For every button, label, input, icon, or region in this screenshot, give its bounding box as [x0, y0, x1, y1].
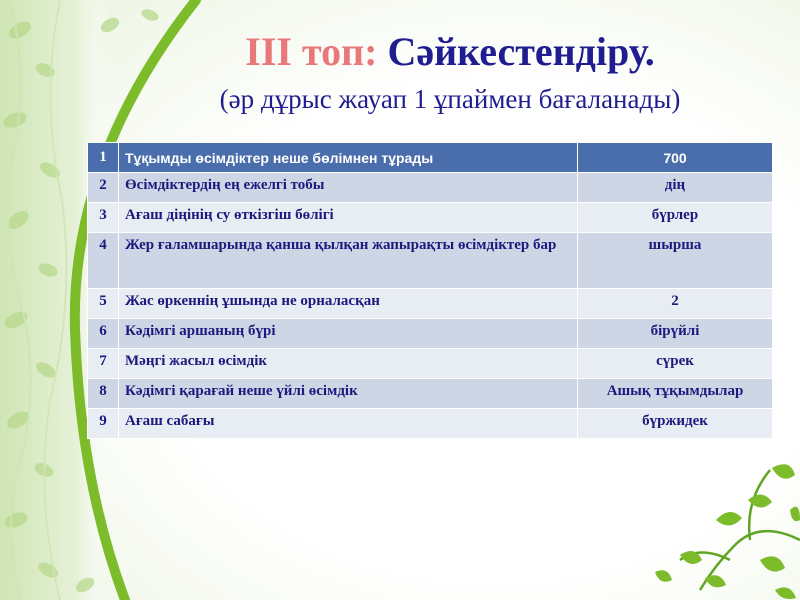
answer-cell: шырша	[578, 233, 773, 289]
question-cell: Ағаш сабағы	[119, 409, 578, 439]
table-row	[88, 173, 773, 203]
title-main: Сәйкестендіру.	[387, 29, 655, 74]
answer-cell: сүрек	[578, 349, 773, 379]
answer-cell: бүрлер	[578, 203, 773, 233]
row-number: 2	[88, 173, 119, 203]
table-row	[88, 319, 773, 349]
question-cell: Мәңгі жасыл өсімдік	[119, 349, 578, 379]
question-cell: Тұқымды өсімдіктер неше бөлімнен тұрады	[119, 143, 578, 173]
table-row	[88, 203, 773, 233]
table-row	[88, 143, 773, 173]
table-row	[88, 349, 773, 379]
question-cell: Жас өркеннің ұшында не орналасқан	[119, 289, 578, 319]
slide-subtitle: (әр дұрыс жауап 1 ұпаймен бағаланады)	[219, 84, 681, 114]
row-number: 3	[88, 203, 119, 233]
table-row	[88, 289, 773, 319]
matching-table	[87, 142, 773, 439]
row-number: 6	[88, 319, 119, 349]
table-row	[88, 233, 773, 289]
row-number: 9	[88, 409, 119, 439]
question-cell: Өсімдіктердің ең ежелгі тобы	[119, 173, 578, 203]
question-cell: Кәдімгі қарағай неше үйлі өсімдік	[119, 379, 578, 409]
answer-cell: дің	[578, 173, 773, 203]
table-row	[88, 379, 773, 409]
answer-cell: 2	[578, 289, 773, 319]
table-row	[88, 409, 773, 439]
answer-cell: бүржидек	[578, 409, 773, 439]
answer-cell: бірүйлі	[578, 319, 773, 349]
answer-cell: 700	[578, 143, 773, 173]
title-prefix: III топ:	[245, 29, 378, 74]
row-number: 8	[88, 379, 119, 409]
slide-title	[150, 28, 750, 75]
question-cell: Кәдімгі аршаның бүрі	[119, 319, 578, 349]
answer-cell: Ашық тұқымдылар	[578, 379, 773, 409]
row-number: 4	[88, 233, 119, 289]
row-number: 1	[88, 143, 119, 173]
row-number: 5	[88, 289, 119, 319]
question-cell: Ағаш дiңiнiң су өткiзгiш бөлiгi	[119, 203, 578, 233]
question-cell: Жер ғаламшарында қанша қылқан жапырақты өсiмдiктер бар	[119, 233, 578, 289]
row-number: 7	[88, 349, 119, 379]
